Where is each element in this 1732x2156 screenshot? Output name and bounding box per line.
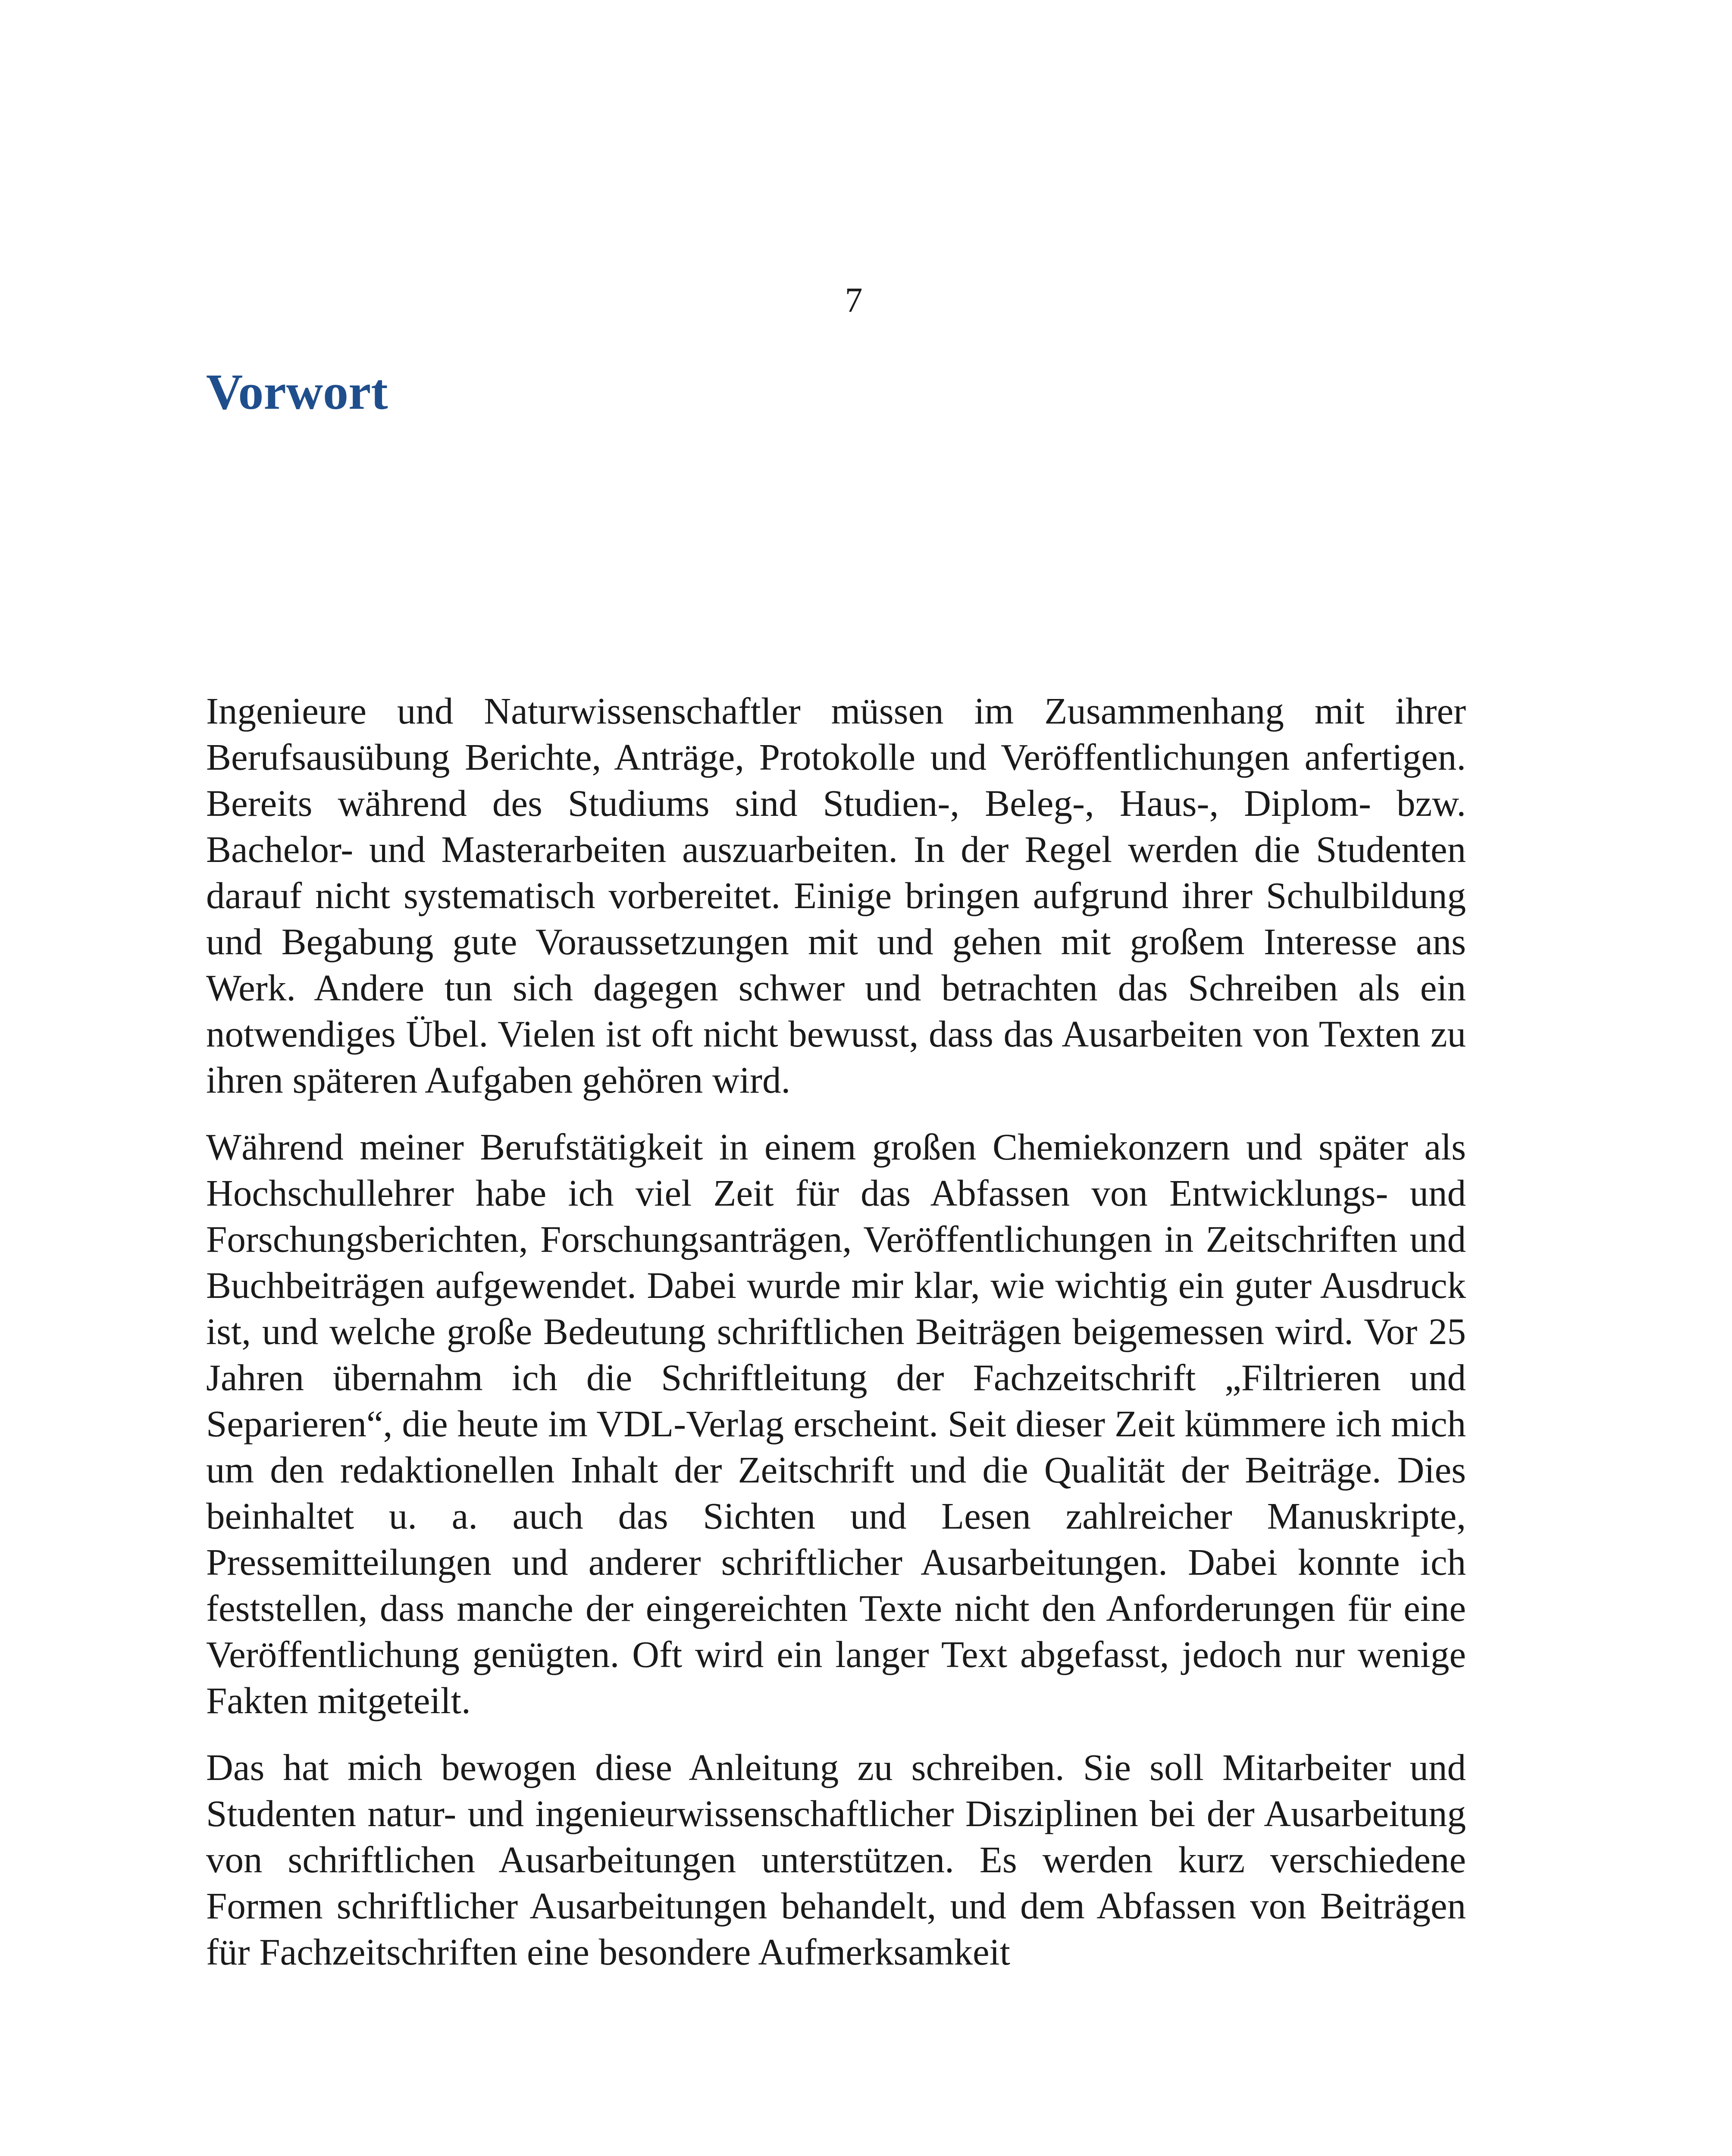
paragraph-1: Ingenieure und Naturwissenschaftler müssen im Zusammenhang mit ihrer Berufsausübung Berichte, Anträge, Protokolle und Veröffentlichungen anfertigen. Bereits während des Studiums sind Studien-, Beleg-, Haus-, Diplom- bzw. Bachelor- und Masterarbeiten auszuarbeiten. In der Regel werden die Studenten darauf nicht systematisch vorbereitet. Einige bringen aufgrund ihrer Schulbildung und Begabung gute Voraussetzungen mit und gehen mit großem Interesse ans Werk. Andere tun sich dagegen schwer und betrachten das Schreiben als ein notwendiges Übel. Vielen ist oft nicht bewusst, dass das Ausarbeiten von Texten zu ihren späteren Aufgaben gehören wird. bbox=[206, 690, 1466, 1101]
page-number: 7 bbox=[845, 280, 863, 320]
chapter-title: Vorwort bbox=[206, 364, 388, 420]
body-text bbox=[206, 688, 1466, 1996]
paragraph-2: Während meiner Berufstätigkeit in einem großen Chemiekonzern und später als Hochschullehrer habe ich viel Zeit für das Abfassen von Entwicklungs- und Forschungsberichten, Forschungsanträgen, Veröffentlichungen in Zeitschriften und Buchbeiträgen aufgewendet. Dabei wurde mir klar, wie wichtig ein guter Ausdruck ist, und welche große Bedeutung schriftlichen Beiträgen beigemessen wird. Vor 25 Jahren übernahm ich die Schriftleitung der Fachzeitschrift „Filtrieren und Separieren“, die heute im VDL-Verlag erscheint. Seit dieser Zeit kümmere ich mich um den redaktionellen Inhalt der Zeitschrift und die Qualität der Beiträge. Dies beinhaltet u. a. auch das Sichten und Lesen zahlreicher Manuskripte, Pressemitteilungen und anderer schriftlicher Ausarbeitungen. Dabei konnte ich feststellen, dass manche der eingereichten Texte nicht den Anforderungen für eine Veröffentlichung genügten. Oft wird ein langer Text abgefasst, jedoch nur wenige Fakten mitgeteilt. bbox=[206, 1126, 1466, 1721]
paragraph-3: Das hat mich bewogen diese Anleitung zu schreiben. Sie soll Mitarbeiter und Studenten natur- und ingenieurwissenschaftlicher Disziplinen bei der Ausarbeitung von schriftlichen Ausarbeitungen unterstützen. Es werden kurz verschiedene Formen schriftlicher Ausarbeitungen behandelt, und dem Abfassen von Beiträgen für Fachzeitschriften eine besondere Aufmerksamkeit bbox=[206, 1746, 1466, 1973]
